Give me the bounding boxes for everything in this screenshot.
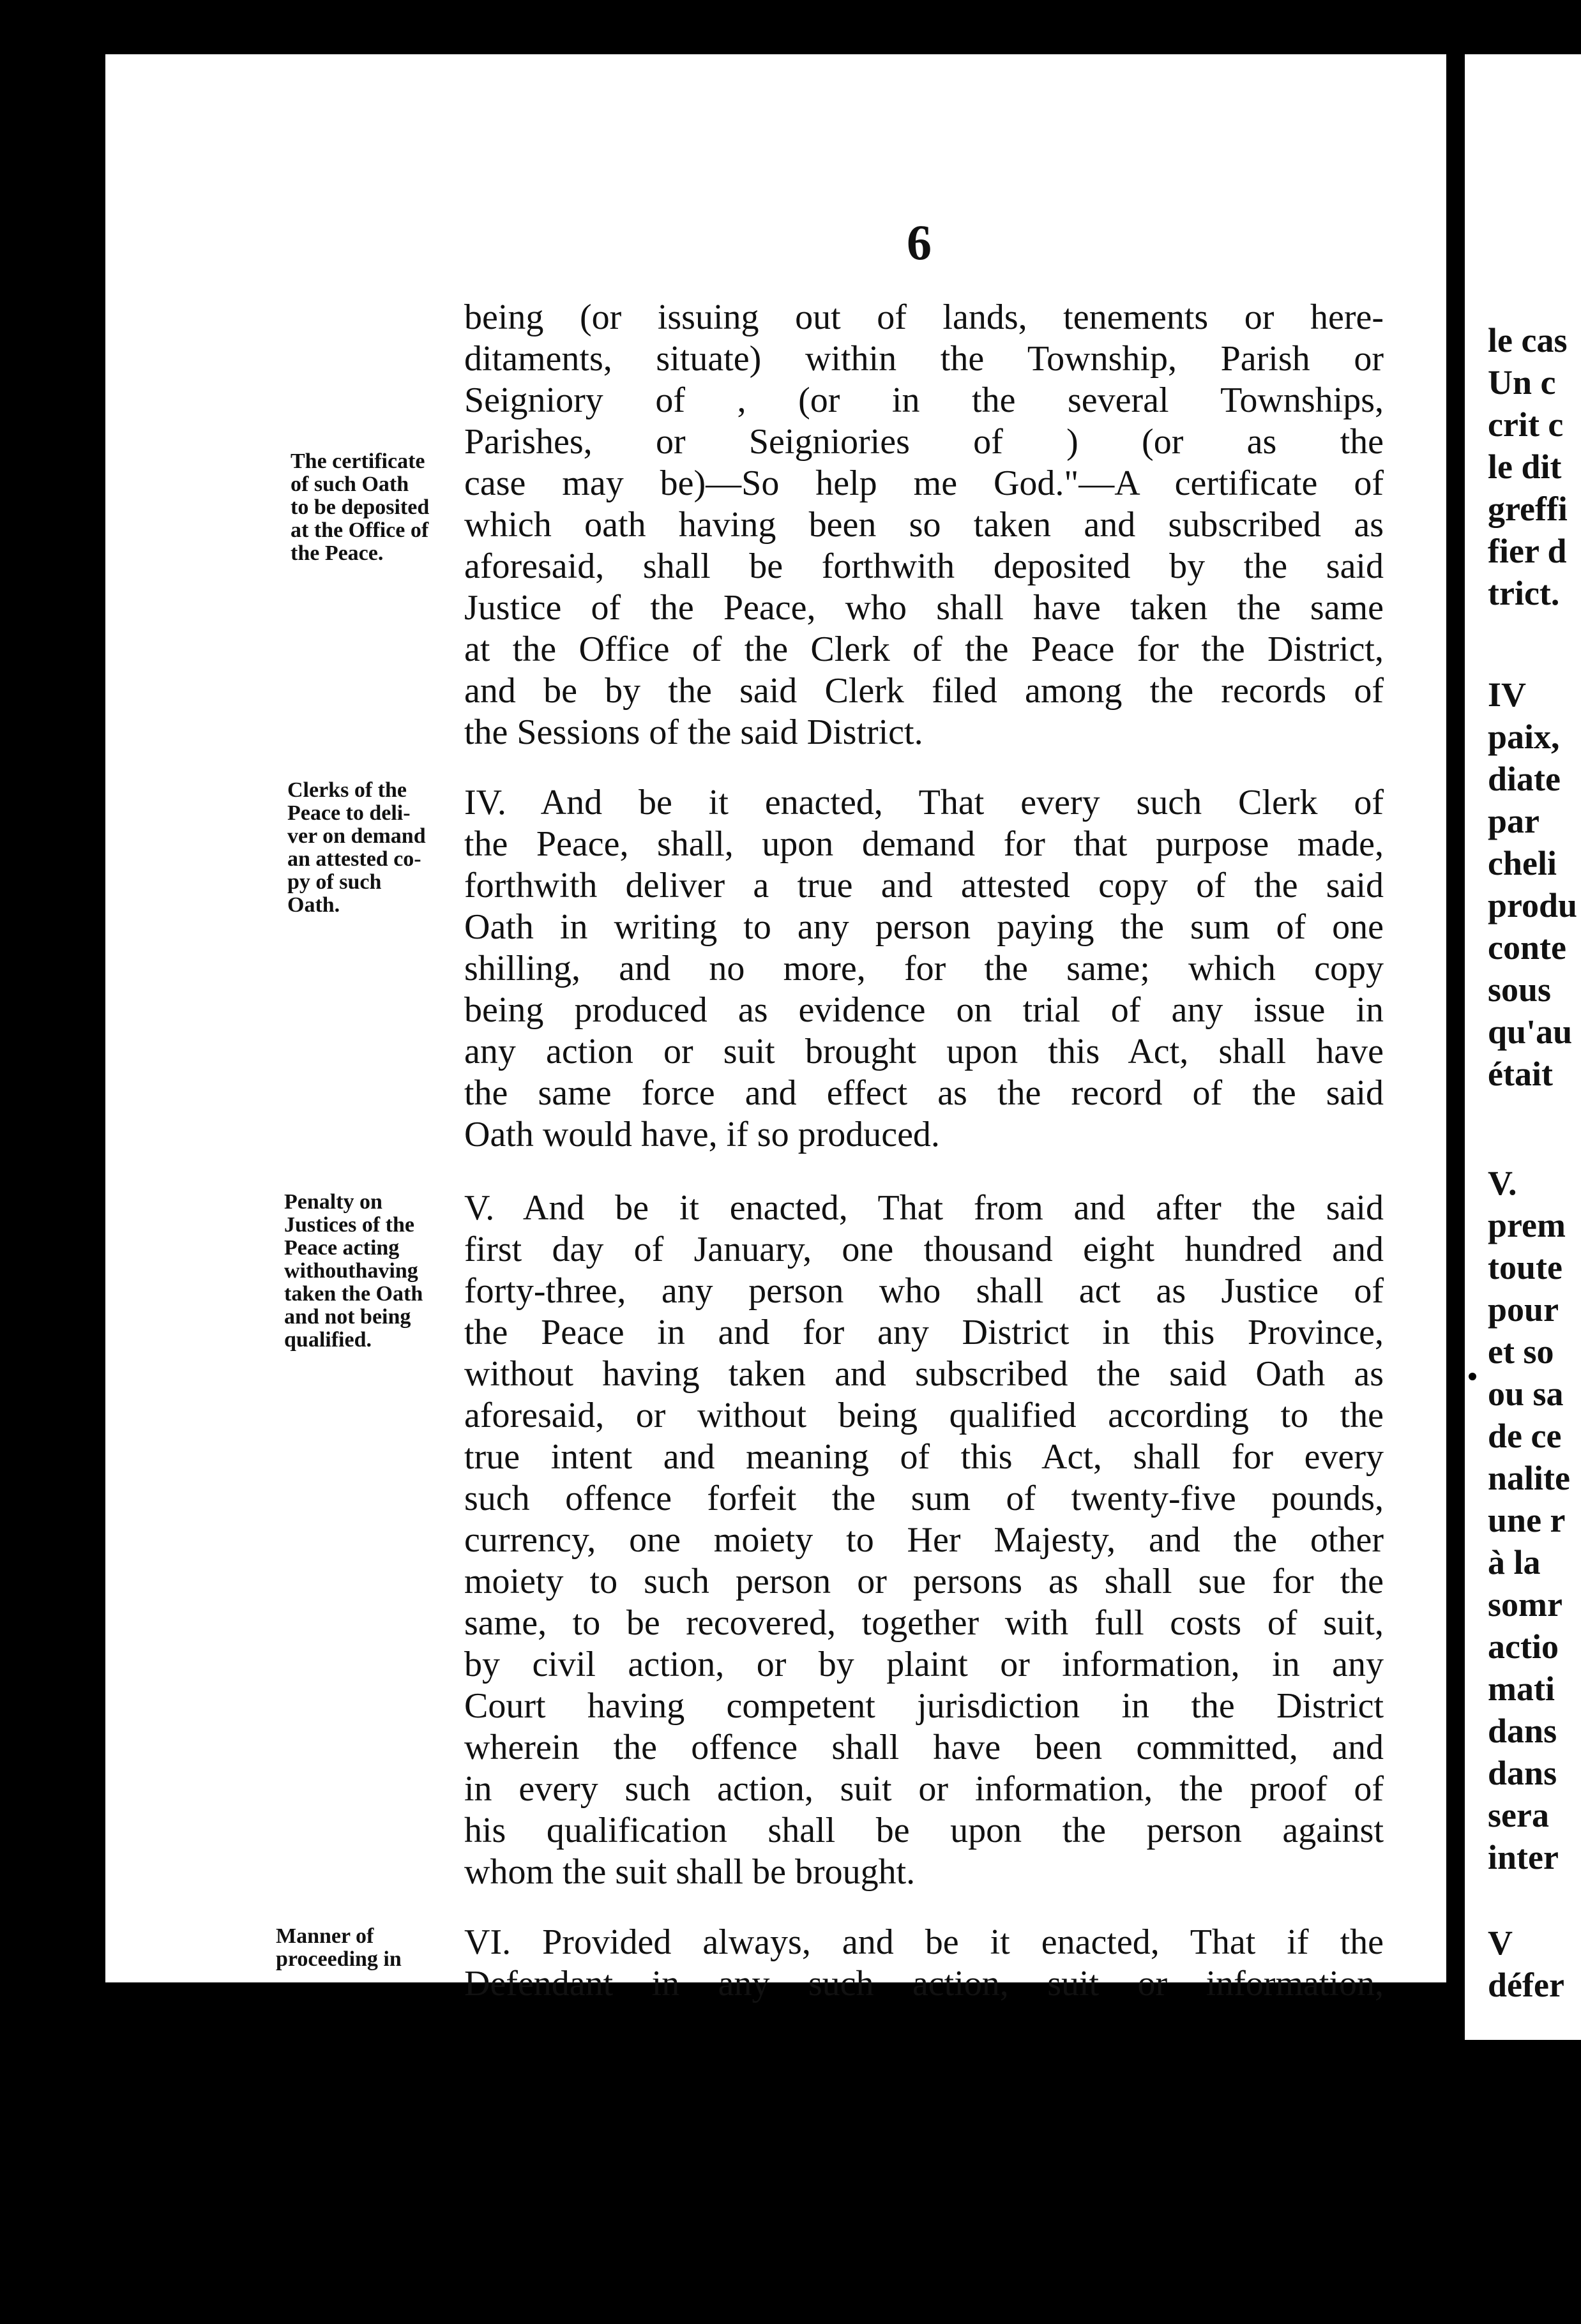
fragment-line: une r [1488,1501,1566,1539]
margin-note-line: Peace to deli- [287,801,411,825]
fragment-line: trict. [1488,574,1560,612]
margin-note-line: of such Oath [291,472,409,496]
page-gutter [1448,54,1465,2021]
fragment-line: à la [1488,1543,1541,1581]
fragment-line: mati [1488,1670,1555,1708]
fragment-line: inter [1488,1838,1559,1876]
text-line: the Peace, shall, upon demand for that purpose made, [464,824,1384,864]
fragment-line: toute [1488,1248,1562,1286]
text-line: IV. And be it enacted, That every such Clerk of [464,783,1384,822]
text-line: his qualification shall be upon the person against [464,1811,1384,1850]
margin-note-line: an attested co- [287,847,421,871]
text-line: moiety to such person or persons as shall sue for the [464,1562,1384,1601]
paragraph-oath-continuation [464,297,1384,753]
fragment-line: crit c [1488,405,1564,444]
text-line: wherein the offence shall have been committed, and [464,1728,1384,1767]
text-line: currency, one moiety to Her Majesty, and the other [464,1520,1384,1560]
text-line: ditaments, situate) within the Township, Parish or [464,339,1384,379]
fragment-line: produ [1488,886,1578,924]
paragraph-section-vi [464,1922,1384,2005]
text-line: Parishes, or Seigniories of ) (or as the [464,422,1384,462]
fragment-line: par [1488,802,1539,840]
text-line: VI. Provided always, and be it enacted, That if the [464,1922,1384,1962]
margin-note-line: Penalty on [284,1190,382,1214]
fragment-line: actio [1488,1627,1559,1666]
fragment-line: prem [1488,1206,1566,1244]
text-line: in every such action, suit or information, the proof of [464,1769,1384,1809]
margin-note-line: The certificate [291,449,425,473]
margin-note-line: taken the Oath [284,1282,423,1306]
fragment-line: le dit [1488,448,1562,486]
text-line: being produced as evidence on trial of any issue in [464,990,1384,1030]
margin-note-manner [276,1925,442,1971]
text-line: Defendant in any such action, suit or information, [464,1964,1384,2003]
margin-note-line: Oath. [287,893,340,917]
text-line: Seigniory of , (or in the several Townships, [464,381,1384,420]
fragment-line: était [1488,1055,1553,1093]
fragment-line: greffi [1488,490,1568,528]
fragment-line: IV [1488,675,1527,714]
fragment-line: défer [1488,1966,1564,2004]
fragment-line: cheli [1488,844,1557,882]
text-line: V. And be it enacted, That from and after the said [464,1188,1384,1228]
margin-note-line: ver on demand [287,824,426,848]
margin-note-line: the Peace. [291,541,384,565]
facing-page-fragment-2 [1488,674,1581,1095]
fragment-line: qu'au [1488,1013,1573,1051]
margin-note-line: Peace acting [284,1236,400,1260]
text-line: being (or issuing out of lands, tenements or here- [464,298,1384,337]
fragment-line: fier d [1488,532,1567,570]
fragment-line: paix, [1488,718,1560,756]
fragment-line: V. [1488,1164,1517,1202]
margin-note-line: Clerks of the [287,778,407,802]
text-line: by civil action, or by plaint or information, in any [464,1645,1384,1684]
margin-note-certificate [291,450,457,565]
text-line: forthwith deliver a true and attested copy of the said [464,866,1384,905]
text-line: first day of January, one thousand eight hundred and [464,1230,1384,1269]
text-line: Oath would have, if so produced. [464,1115,940,1154]
margin-note-line: py of such [287,870,382,894]
text-line: same, to be recovered, together with full costs of suit, [464,1603,1384,1643]
margin-note-line: to be deposited [291,495,430,519]
text-line: the Sessions of the said District. [464,713,923,752]
fragment-line: V [1488,1924,1513,1962]
facing-page-fragment-4 [1488,1922,1581,2006]
margin-note-clerks [287,779,453,917]
fragment-line: conte [1488,928,1566,967]
fragment-line: dans [1488,1754,1557,1792]
text-line: shilling, and no more, for the same; which copy [464,949,1384,988]
margin-note-line: withouthaving [284,1259,418,1283]
fragment-line: somr [1488,1585,1562,1624]
fragment-line: sous [1488,970,1552,1009]
text-line: case may be)—So help me God."—A certificate of [464,464,1384,503]
fragment-line: de ce [1488,1417,1562,1455]
fragment-line: Un c [1488,363,1556,402]
fragment-line: et so [1488,1332,1554,1371]
text-line: Court having competent jurisdiction in the District [464,1686,1384,1726]
ink-speck [1469,1373,1476,1380]
text-line: Oath in writing to any person paying the sum of one [464,907,1384,947]
text-line: forty-three, any person who shall act as Justice of [464,1271,1384,1311]
margin-note-line: Justices of the [284,1213,414,1237]
paragraph-section-iv [464,782,1384,1156]
text-line: and be by the said Clerk filed among the records of [464,671,1384,711]
fragment-line: pour [1488,1290,1559,1329]
facing-page-fragment-1 [1488,319,1581,614]
text-line: such offence forfeit the sum of twenty-five pounds, [464,1479,1384,1518]
fragment-line: ou sa [1488,1375,1564,1413]
fragment-line: dans [1488,1712,1557,1750]
text-line: whom the suit shall be brought. [464,1852,916,1892]
paragraph-section-v [464,1188,1384,1893]
text-line: which oath having been so taken and subscribed as [464,505,1384,545]
fragment-line: le cas [1488,321,1568,359]
text-line: aforesaid, shall be forthwith deposited by the said [464,547,1384,586]
text-line: at the Office of the Clerk of the Peace for the District, [464,630,1384,669]
facing-page-fragment-3 [1488,1162,1581,1878]
fragment-line: sera [1488,1796,1549,1834]
margin-note-line: proceeding in [276,1947,402,1971]
text-line: aforesaid, or without being qualified according to the [464,1396,1384,1435]
page-number: 6 [907,215,932,270]
fragment-line: diate [1488,760,1561,798]
margin-note-line: and not being [284,1305,411,1329]
text-line: true intent and meaning of this Act, shall for every [464,1437,1384,1477]
text-line: Justice of the Peace, who shall have taken the same [464,588,1384,628]
fragment-line: nalite [1488,1459,1570,1497]
text-line: the Peace in and for any District in this Province, [464,1313,1384,1352]
margin-note-penalty [284,1191,450,1352]
text-line: the same force and effect as the record of the said [464,1073,1384,1113]
margin-note-line: Manner of [276,1924,374,1948]
margin-note-line: qualified. [284,1328,372,1352]
text-line: any action or suit brought upon this Act, shall have [464,1032,1384,1071]
margin-note-line: at the Office of [291,518,429,542]
text-line: without having taken and subscribed the said Oath as [464,1354,1384,1394]
